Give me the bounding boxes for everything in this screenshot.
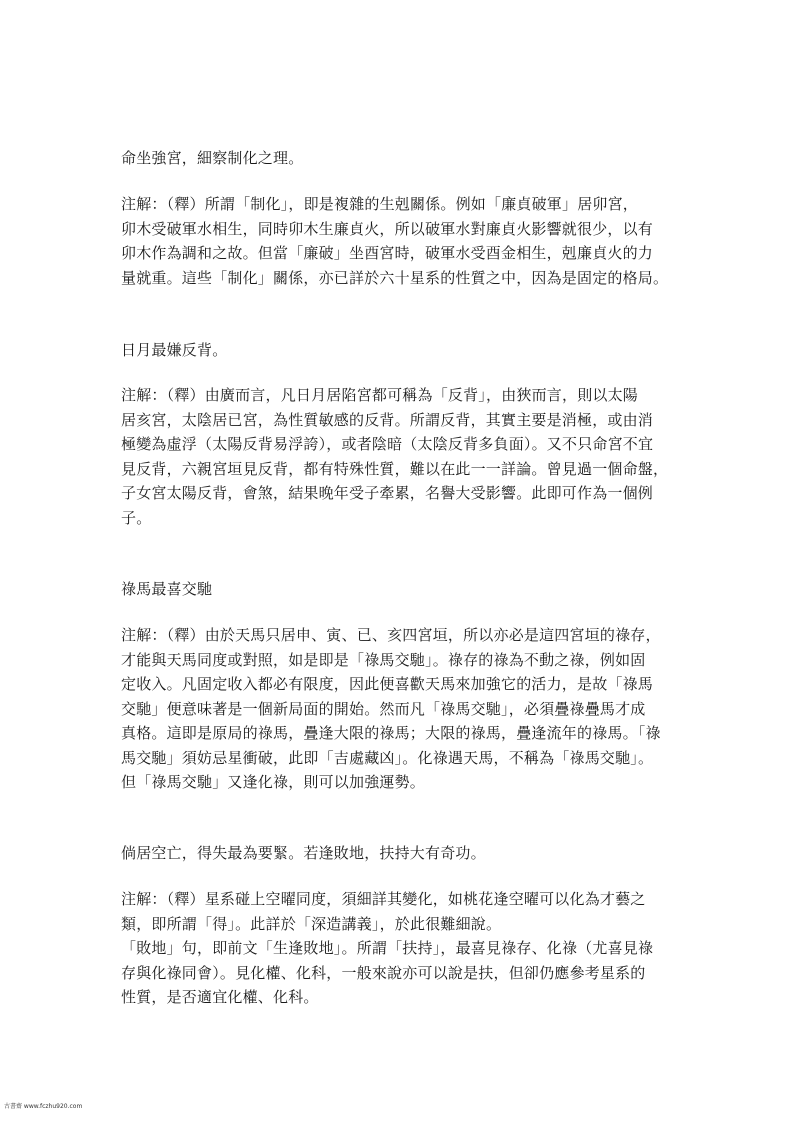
note-line: 真格。這即是原局的祿馬，疊逢大限的祿馬；大限的祿馬，疊逢流年的祿馬。「祿 xyxy=(121,724,661,742)
note-line: 注解：（釋）所謂「制化」，即是複雜的生剋關係。例如「廉貞破軍」居卯宮， xyxy=(121,195,639,213)
section-note xyxy=(121,192,681,290)
note-line: 注解：（釋）由於天馬只居申、寅、已、亥四宮垣，所以亦必是這四宮垣的祿存， xyxy=(121,626,661,644)
section-note xyxy=(121,623,681,795)
note-line: 交馳」便意味著是一個新局面的開始。然而凡「祿馬交馳」，必須疊祿疊馬才成 xyxy=(121,699,646,718)
note-line: 卯木作為調和之故。但當「廉破」坐酉宮時，破軍水受酉金相生，剋廉貞火的力 xyxy=(121,244,654,262)
note-line: 注解：（釋）由廣而言，凡日月居陷宮都可稱為「反背」，由狹而言，則以太陽 xyxy=(121,386,639,404)
note-line: 性質，是否適宜化權、化科。 xyxy=(121,988,319,1006)
section-heading: 日月最嫌反背。 xyxy=(121,341,228,359)
section-heading: 倘居空亡，得失最為要緊。若逢敗地，扶持大有奇功。 xyxy=(121,844,486,862)
note-line: 子女宮太陽反背，會煞，結果晚年受子牽累，名譽大受影響。此即可作為一個例 xyxy=(121,484,654,502)
note-line: 「敗地」句，即前文「生逢敗地」。所謂「扶持」，最喜見祿存、化祿（尤喜見祿 xyxy=(121,939,654,957)
note-line: 見反背，六親宮垣見反背，都有特殊性質，難以在此一一詳論。曾見過一個命盤， xyxy=(121,459,669,478)
note-line: 卯木受破軍水相生，同時卯木生廉貞火，所以破軍水對廉貞火影響就很少，以有 xyxy=(121,219,654,238)
note-line: 定收入。凡固定收入都必有限度，因此便喜歡天馬來加強它的活力，是故「祿馬 xyxy=(121,675,654,693)
section-note xyxy=(121,383,681,530)
note-line: 類，即所謂「得」。此詳於「深造講義」，於此很難細說。 xyxy=(121,914,502,933)
note-line: 但「祿馬交馳」又逢化祿，則可以加強運勢。 xyxy=(121,773,426,791)
note-line: 量就重。這些「制化」關係，亦已詳於六十星系的性質之中，因為是固定的格局。 xyxy=(121,268,669,287)
note-line: 極變為虛浮（太陽反背易浮誇），或者陰暗（太陰反背多負面）。又不只命宮不宜 xyxy=(121,435,654,453)
note-line: 存與化祿同會）。見化權、化科，一般來說亦可以說是扶，但卻仍應參考星系的 xyxy=(121,963,646,982)
note-line: 子。 xyxy=(121,508,152,527)
section-note xyxy=(121,887,681,1010)
note-line: 居亥宮，太陰居已宮，為性質敏感的反背。所謂反背，其實主要是消極，或由消 xyxy=(121,410,654,429)
section-heading: 祿馬最喜交馳 xyxy=(121,580,213,598)
note-line: 注解：（釋）星系碰上空曜同度，須細詳其變化，如桃花逢空曜可以化為才藝之 xyxy=(121,890,646,908)
note-line: 馬交馳」須妨忌星衝破，此即「吉處藏凶」。化祿遇天馬，不稱為「祿馬交馳」。 xyxy=(121,748,654,767)
section-heading: 命坐強宮，細察制化之理。 xyxy=(121,149,304,167)
footer-watermark: 古書齋 www.fczhu920.com xyxy=(4,1103,83,1110)
note-line: 才能與天馬同度或對照，如是即是「祿馬交馳」。祿存的祿為不動之祿，例如固 xyxy=(121,650,646,669)
